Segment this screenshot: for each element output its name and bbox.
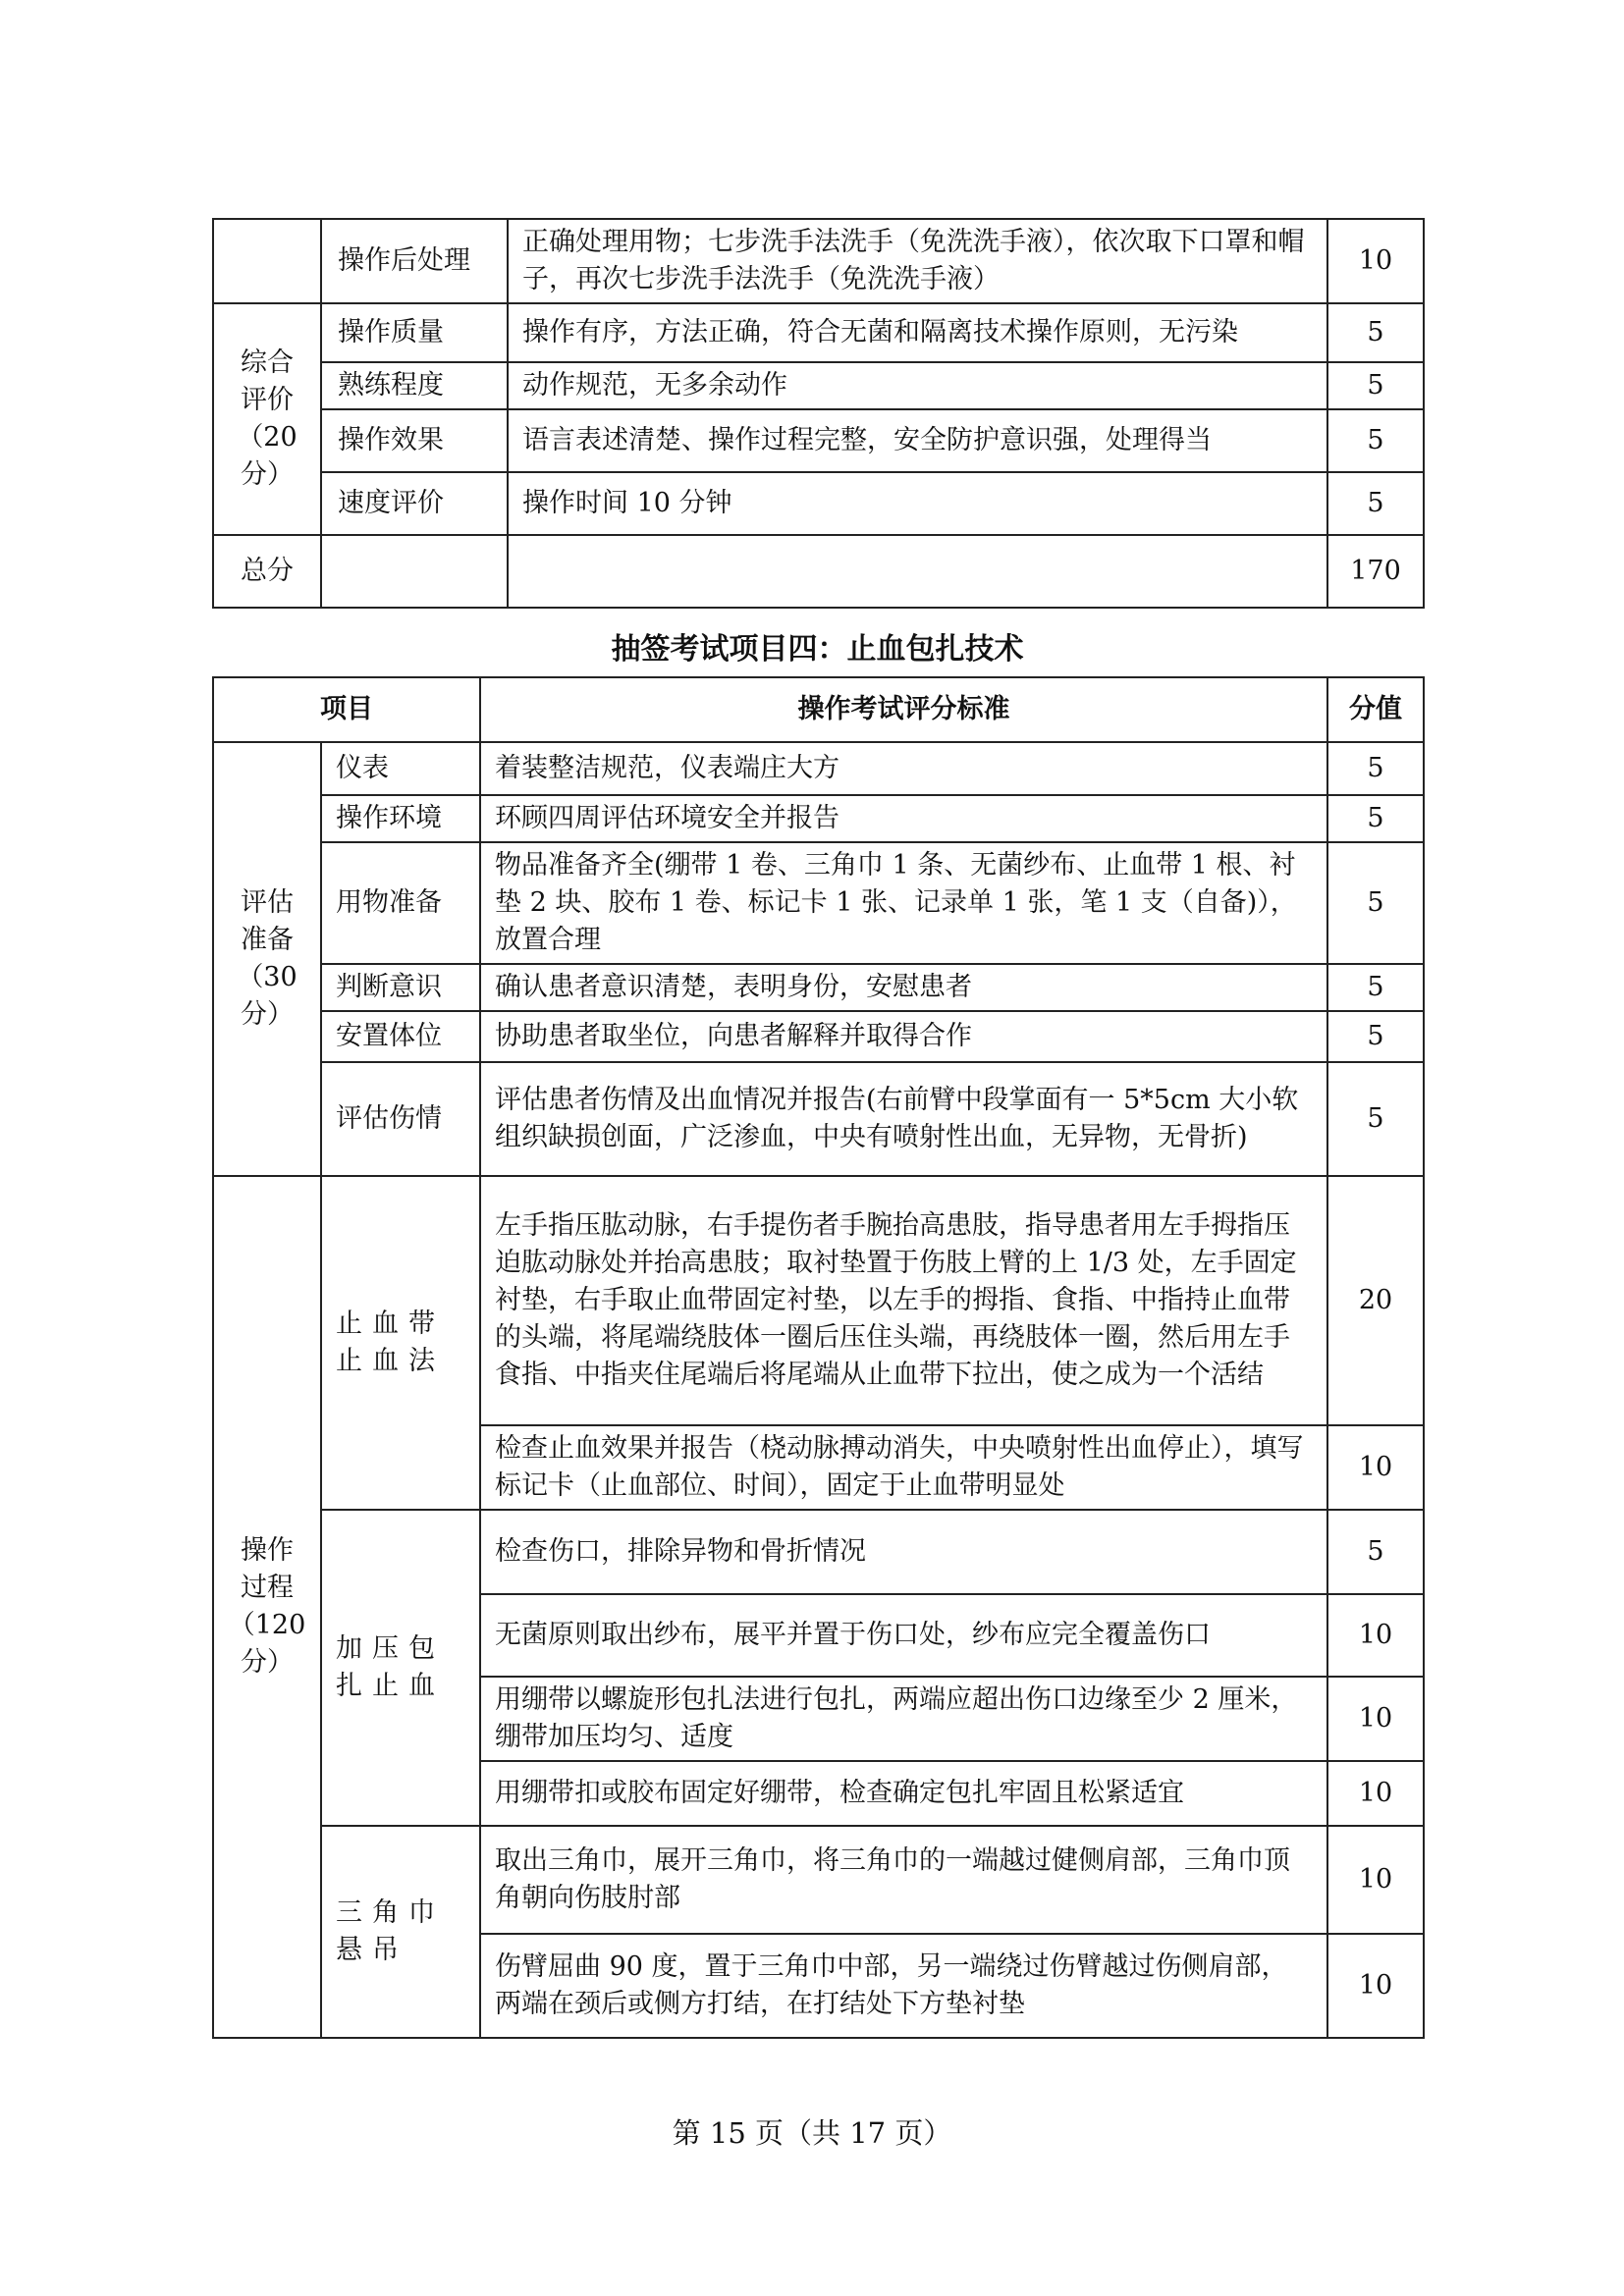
header-score: 分值 [1327,677,1424,742]
score-cell: 10 [1327,1934,1424,2038]
header-criteria: 操作考试评分标准 [480,677,1327,742]
table-row [213,964,1424,1011]
item-cell: 安置体位 [321,1011,480,1062]
score-cell: 10 [1327,1425,1424,1510]
criteria-cell: 检查伤口，排除异物和骨折情况 [480,1510,1327,1594]
score-cell: 10 [1327,1594,1424,1677]
table-row [213,1176,1424,1425]
score-cell: 5 [1327,964,1424,1011]
total-score: 170 [1327,535,1424,608]
item-cell: 熟练程度 [321,362,508,409]
score-cell: 10 [1327,219,1424,303]
item-tourniquet: 止血带止血法 [321,1176,480,1510]
score-cell: 10 [1327,1826,1424,1934]
criteria-cell: 左手指压肱动脉，右手提伤者手腕抬高患肢，指导患者用左手拇指压迫肱动脉处并抬高患肢；取衬垫置于伤肢上臂的上 1/3 处，左手固定衬垫，右手取止血带固定衬垫，以左手的拇指、食指、中指持止血带的头端，将尾端绕肢体一圈后压住头端，再绕肢体一圈，然后用左手食指、中指夹住尾端后将尾端从止血带下拉出，使之成为一个活结 [480,1176,1327,1425]
table-row [213,472,1424,535]
category-assessment: 评估 准备 （30 分） [213,742,321,1176]
score-cell: 5 [1327,795,1424,842]
item-cell: 用物准备 [321,842,480,964]
item-cell: 操作环境 [321,795,480,842]
score-cell: 5 [1327,362,1424,409]
score-cell: 10 [1327,1677,1424,1761]
table-row [213,1062,1424,1176]
table-row [213,362,1424,409]
total-row [213,535,1424,608]
score-cell: 5 [1327,1510,1424,1594]
category-comprehensive: 综合 评价 （20 分） [213,303,321,535]
page-number: 第 15 页（共 17 页） [672,2116,952,2150]
criteria-cell: 检查止血效果并报告（桡动脉搏动消失，中央喷射性出血停止），填写标记卡（止血部位、时间），固定于止血带明显处 [480,1425,1327,1510]
score-cell: 5 [1327,742,1424,795]
category-process: 操作 过程 （120 分） [213,1176,321,2038]
criteria-cell: 操作有序，方法正确，符合无菌和隔离技术操作原则，无污染 [508,303,1327,362]
item-sling: 三角巾悬吊 [321,1826,480,2038]
criteria-cell: 操作时间 10 分钟 [508,472,1327,535]
table-row [213,795,1424,842]
table-row [213,842,1424,964]
score-cell: 20 [1327,1176,1424,1425]
item-cell: 操作效果 [321,409,508,472]
criteria-cell: 着装整洁规范，仪表端庄大方 [480,742,1327,795]
table-row [213,1510,1424,1594]
score-cell: 5 [1327,303,1424,362]
criteria-cell: 动作规范，无多余动作 [508,362,1327,409]
criteria-cell: 正确处理用物；七步洗手法洗手（免洗洗手液），依次取下口罩和帽子，再次七步洗手法洗手（免洗洗手液） [508,219,1327,303]
table-row [213,1826,1424,1934]
table-row [213,303,1424,362]
criteria-cell: 用绷带扣或胶布固定好绷带，检查确定包扎牢固且松紧适宜 [480,1761,1327,1826]
criteria-cell: 确认患者意识清楚，表明身份，安慰患者 [480,964,1327,1011]
item-cell: 速度评价 [321,472,508,535]
table-row [213,1011,1424,1062]
criteria-cell: 环顾四周评估环境安全并报告 [480,795,1327,842]
criteria-cell: 物品准备齐全(绷带 1 卷、三角巾 1 条、无菌纱布、止血带 1 根、衬垫 2 块、胶布 1 卷、标记卡 1 张、记录单 1 张，笔 1 支（自备)），放置合理 [480,842,1327,964]
criteria-cell: 伤臂屈曲 90 度，置于三角巾中部，另一端绕过伤臂越过伤侧肩部，两端在颈后或侧方打结，在打结处下方垫衬垫 [480,1934,1327,2038]
scoring-table-continued [212,218,1425,609]
item-cell: 评估伤情 [321,1062,480,1176]
section-title: 抽签考试项目四：止血包扎技术 [611,632,1024,667]
table-row [213,219,1424,303]
score-cell: 5 [1327,472,1424,535]
criteria-cell: 语言表述清楚、操作过程完整，安全防护意识强，处理得当 [508,409,1327,472]
score-cell: 5 [1327,1062,1424,1176]
item-pressure-bandage: 加压包扎止血 [321,1510,480,1826]
scoring-table [212,676,1425,2039]
item-cell: 仪表 [321,742,480,795]
category-cell [213,219,321,303]
criteria-cell: 用绷带以螺旋形包扎法进行包扎，两端应超出伤口边缘至少 2 厘米，绷带加压均匀、适度 [480,1677,1327,1761]
item-cell: 判断意识 [321,964,480,1011]
criteria-cell: 评估患者伤情及出血情况并报告(右前臂中段掌面有一 5*5cm 大小软组织缺损创面，广泛渗血，中央有喷射性出血，无异物，无骨折) [480,1062,1327,1176]
item-cell: 操作后处理 [321,219,508,303]
score-cell: 5 [1327,842,1424,964]
item-cell: 操作质量 [321,303,508,362]
table-row [213,742,1424,795]
score-cell: 5 [1327,409,1424,472]
header-item: 项目 [213,677,480,742]
criteria-cell: 协助患者取坐位，向患者解释并取得合作 [480,1011,1327,1062]
criteria-cell: 取出三角巾，展开三角巾，将三角巾的一端越过健侧肩部，三角巾顶角朝向伤肢肘部 [480,1826,1327,1934]
criteria-cell: 无菌原则取出纱布，展平并置于伤口处，纱布应完全覆盖伤口 [480,1594,1327,1677]
total-label: 总分 [213,535,321,608]
score-cell: 5 [1327,1011,1424,1062]
table-header-row [213,677,1424,742]
score-cell: 10 [1327,1761,1424,1826]
table-row [213,409,1424,472]
